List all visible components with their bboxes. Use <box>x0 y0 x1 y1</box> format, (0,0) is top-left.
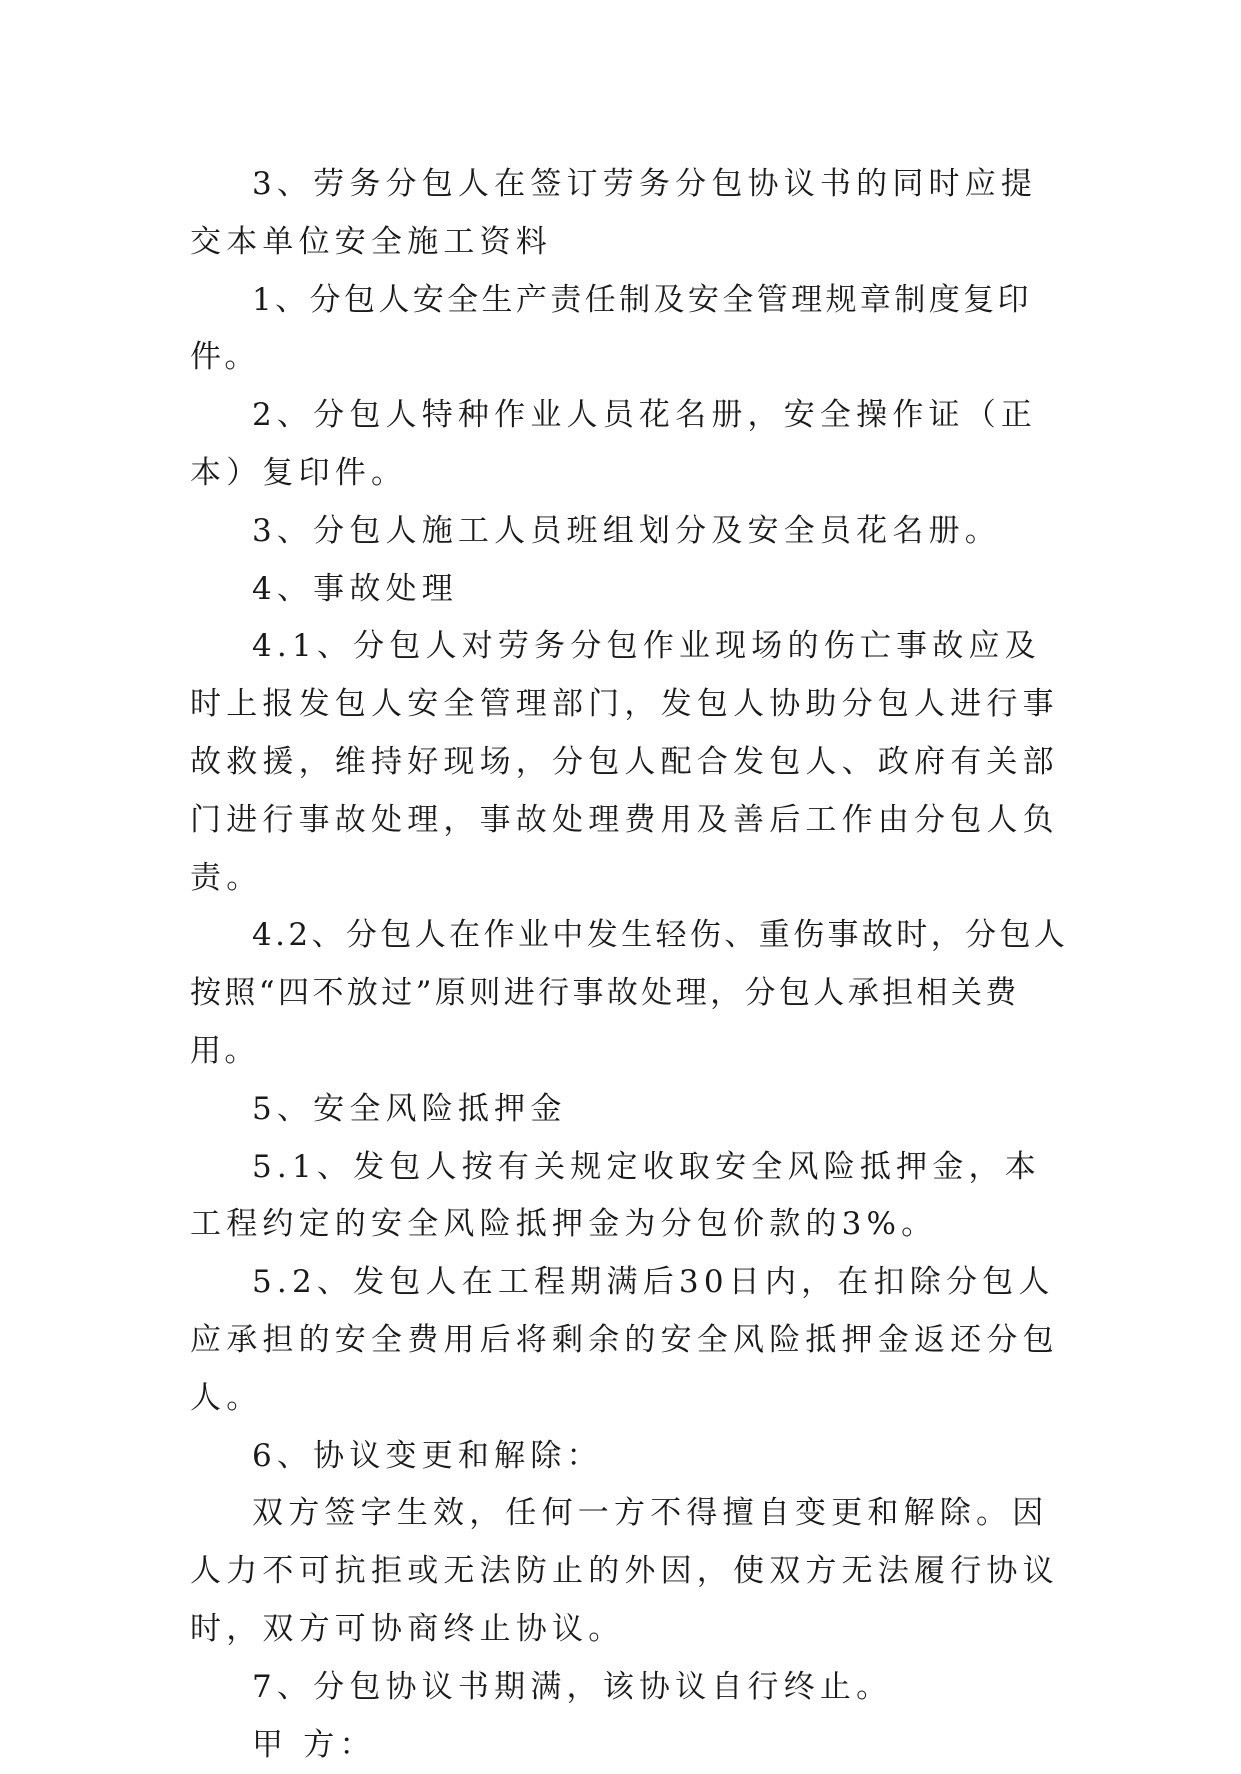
paragraph-item-3: 3、分包人施工人员班组划分及安全员花名册。 <box>252 512 1001 549</box>
paragraph-4-2: 4.2、分包人在作业中发生轻伤、重伤事故时，分包人按照“四不放过”原则进行事故处理，分包人承担相关费用。 <box>190 917 1069 1069</box>
paragraph-5-1: 5.1、发包人按有关规定收取安全风险抵押金，本工程约定的安全风险抵押金为分包价款的3%。 <box>190 1148 1041 1243</box>
paragraph-safety-materials: 3、劳务分包人在签订劳务分包协议书的同时应提交本单位安全施工资料 <box>190 166 1038 260</box>
paragraph-change-body: 双方签字生效，任何一方不得擅自变更和解除。因人力不可抗拒或无法防止的外因，使双方无法履行协议时，双方可协商终止协议。 <box>190 1495 1059 1647</box>
section-heading-accident: 4、事故处理 <box>252 570 458 607</box>
document-page <box>190 156 1070 1774</box>
paragraph-item-1: 1、分包人安全生产责任制及安全管理规章制度复印件。 <box>190 281 1032 376</box>
paragraph-item-2: 2、分包人特种作业人员花名册，安全操作证（正本）复印件。 <box>190 397 1038 491</box>
section-heading-change: 6、协议变更和解除： <box>252 1437 603 1474</box>
paragraph-5-2: 5.2、发包人在工程期满后30日内，在扣除分包人应承担的安全费用后将剩余的安全风险抵押金返还分包人。 <box>190 1264 1059 1416</box>
paragraph-4-1: 4.1、分包人对劳务分包作业现场的伤亡事故应及时上报发包人安全管理部门，发包人协助分包人进行事故救援，维持好现场，分包人配合发包人、政府有关部门进行事故处理，事故处理费用及善后工作由分包人负责。 <box>190 628 1059 896</box>
paragraph-item-7: 7、分包协议书期满，该协议自行终止。 <box>252 1668 893 1705</box>
section-heading-deposit: 5、安全风险抵押金 <box>252 1090 567 1127</box>
party-a-label: 甲 方： <box>252 1726 376 1763</box>
